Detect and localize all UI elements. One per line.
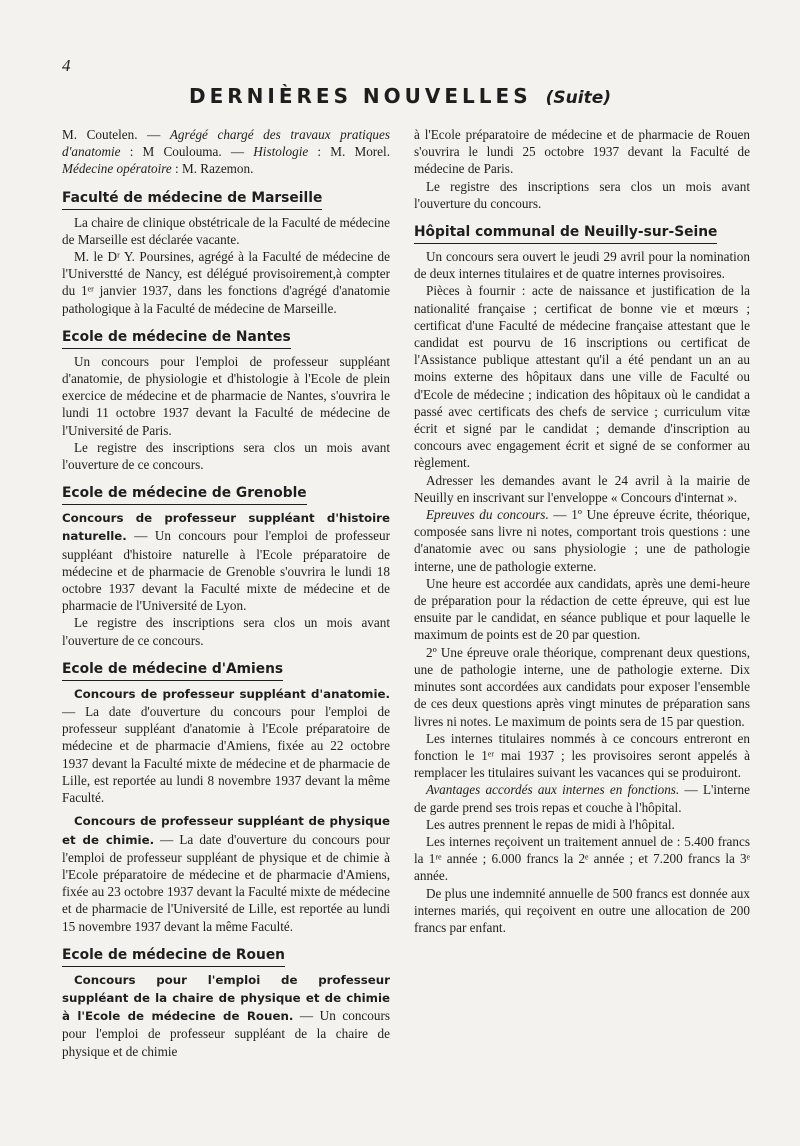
neuilly-paragraph: Les autres prennent le repas de midi à l'hôpital.	[426, 816, 675, 832]
neuilly-paragraph: Les internes titulaires nommés à ce concours entreront en fonction le 1ᵉʳ mai 1937 ; les provisoires seront appelés à remplacer les titulaires suivant les vacances qui se produiront.	[414, 730, 750, 781]
neuilly-paragraph: Une heure est accordée aux candidats, après une demi-heure de préparation pour la rédaction de cette épreuve, qui est lue ensuite par le candidat, en séance publique et pour laquelle le maximum de points est de 20 par question.	[414, 575, 750, 643]
grenoble-paragraph: Le registre des inscriptions sera clos un mois avant l'ouverture de ce concours.	[62, 615, 390, 648]
section-title-amiens: Ecole de médecine d'Amiens	[62, 660, 283, 681]
neuilly-paragraph: Les internes reçoivent un traitement annuel de : 5.400 francs la 1ʳᵉ année ; 6.000 francs la 2ᵉ année ; et 7.200 francs la 3ᵉ année.	[414, 833, 750, 884]
neuilly-paragraph: Pièces à fournir : acte de naissance et justification de la nationalité française ; certificat de bonne vie et mœurs ; certificat d'une Faculté de médecine française attestant que le candidat est pourvu de 16 inscriptions ou certificat de l'Assistance publique attestant qu'il a été pendant un an au moins externe des hôpitaux dans une ville de Faculté ou d'Ecole de médecine ; indication des hôpitaux où le candidat a passé avec certificats des chefs de service ; curriculum vitæ écrit et signé par le candidat ; demande d'inscription au concours avec engagement écrit et signé de se conformer au règlement.	[414, 283, 750, 471]
header-suite: (Suite)	[545, 88, 611, 108]
neuilly-paragraph: Epreuves du concours. — 1º Une épreuve écrite, théorique, composée sans livre ni notes, comportant trois questions : une d'anatomie avec ou sans physiologie ; une de pathologie interne, une de pathologie externe.	[414, 507, 750, 574]
nantes-paragraph: Le registre des inscriptions sera clos un mois avant l'ouverture de ce concours.	[62, 439, 390, 473]
neuilly-paragraph: 2º Une épreuve orale théorique, comprenant deux questions, une de pathologie interne, une de pathologie externe. Dix minutes sont accordées aux candidats pour exposer l'ensemble de ces deux questions après vingt minutes de préparation sans livres ni notes. Le maximum de points sera de 15 par question.	[414, 644, 750, 729]
section-title-grenoble: Ecole de médecine de Grenoble	[62, 484, 307, 505]
neuilly-paragraph: Adresser les demandes avant le 24 avril à la mairie de Neuilly en inscrivant sur l'enveloppe « Concours d'internat ».	[414, 472, 750, 505]
nantes-paragraph: Un concours pour l'emploi de professeur suppléant d'anatomie, de physiologie et d'histologie à l'Ecole de plein exercice de médecine et de pharmacie de Nantes, s'ouvrira le lundi 11 octobre 1937 devant la Faculté de médecine de l'Université de Paris.	[62, 353, 390, 438]
marseille-paragraph: M. le Dʳ Y. Poursines, agrégé à la Faculté de médecine de l'Universtté de Nancy, est délégué provisoirement,à compter du 1ᵉʳ janvier 1937, dans les fonctions d'agrégé d'anatomie pathologique à la Faculté de médecine de Marseille.	[62, 249, 390, 316]
rouen-continued-paragraph: à l'Ecole préparatoire de médecine et de pharmacie de Rouen s'ouvrira le lundi 25 octobre 1937 devant la Faculté de médecine de Paris.	[414, 127, 750, 177]
rouen-continued-paragraph: Le registre des inscriptions sera clos un mois avant l'ouverture du concours.	[414, 178, 750, 211]
rouen-paragraph: Concours pour l'emploi de professeur suppléant de la chaire de physique et de chimie à l'Ecole de médecine de Rouen. — Un concours pour l'emploi de professeur suppléant de la chaire de physique et de chimie	[62, 972, 390, 1059]
neuilly-paragraph: De plus une indemnité annuelle de 500 francs est donnée aux internes mariés, qui reçoivent en outre une allocation de 200 francs par enfant.	[414, 885, 750, 935]
section-title-neuilly: Hôpital communal de Neuilly-sur-Seine	[414, 223, 717, 244]
page-header	[0, 84, 800, 108]
right-column	[414, 126, 750, 936]
amiens-paragraph: Concours de professeur suppléant de physique et de chimie. — La date d'ouverture du concours pour l'emploi de professeur suppléant de physique et de chimie à l'Ecole préparatoire de médecine et de pharmacie d'Amiens, fixée au 23 octobre 1937 devant la Faculté mixte de médecine et de pharmacie de l'Université de Lille, est reportée au lundi 15 novembre 1937 devant la même Faculté.	[62, 814, 390, 934]
section-title-nantes: Ecole de médecine de Nantes	[62, 328, 291, 349]
section-title-rouen: Ecole de médecine de Rouen	[62, 946, 285, 967]
left-column	[62, 126, 390, 1060]
neuilly-paragraph: Avantages accordés aux internes en fonctions. — L'interne de garde prend ses trois repas et couche à l'hôpital.	[414, 782, 751, 815]
amiens-paragraph: Concours de professeur suppléant d'anatomie. — La date d'ouverture du concours pour l'emploi de professeur suppléant d'anatomie à l'Ecole préparatoire de médecine et de pharmacie d'Amiens, fixée au 22 octobre 1937 devant la Faculté mixte de médecine et de pharmacie de Lille, est reportée au lundi 8 novembre 1937 devant la même Faculté.	[62, 686, 390, 806]
marseille-paragraph: La chaire de clinique obstétricale de la Faculté de médecine de Marseille est déclarée vacante.	[62, 214, 390, 247]
header-title: DERNIÈRES NOUVELLES	[189, 84, 532, 108]
section-title-marseille: Faculté de médecine de Marseille	[62, 189, 322, 210]
page-number: 4	[62, 56, 71, 75]
grenoble-paragraph: Concours de professeur suppléant d'histoire naturelle. — Un concours pour l'emploi de professeur suppléant d'histoire naturelle à l'Ecole préparatoire de médecine et de pharmacie de Grenoble s'ouvrira le lundi 18 octobre 1937 devant la Faculté mixte de médecine et de pharmacie de l'Université de Lyon.	[62, 511, 390, 614]
neuilly-paragraph: Un concours sera ouvert le jeudi 29 avril pour la nomination de deux internes titulaires et de quatre internes provisoires.	[414, 249, 750, 282]
intro-paragraph: M. Coutelen. — Agrégé chargé des travaux pratiques d'anatomie : M Coulouma. — Histologie : M. Morel. Médecine opératoire : M. Razemon.	[62, 127, 390, 177]
